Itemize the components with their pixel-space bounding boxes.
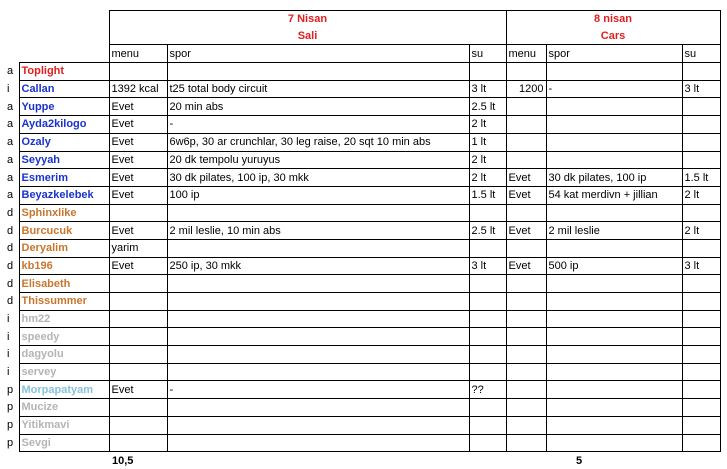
participant-name: Deryalim — [19, 239, 109, 257]
participant-name: Thissummer — [19, 293, 109, 311]
day1-spor — [167, 399, 469, 417]
day2-spor — [546, 98, 682, 116]
participant-name: Ozaly — [19, 133, 109, 151]
day2-su — [682, 416, 720, 434]
day1-su — [469, 204, 506, 222]
day2-su — [682, 346, 720, 364]
header-date-row — [4, 11, 720, 28]
day1-su — [469, 328, 506, 346]
day1-spor — [167, 310, 469, 328]
day2-menu — [506, 328, 546, 346]
day2-su — [682, 310, 720, 328]
day2-spor — [546, 204, 682, 222]
participant-name: servey — [19, 363, 109, 381]
table-row — [4, 293, 720, 311]
day2-su — [682, 275, 720, 293]
col-su-2: su — [682, 45, 720, 63]
day1-spor: 6w6p, 30 ar crunchlar, 30 leg raise, 20 sqt 10 min abs — [167, 133, 469, 151]
day1-su: 1.5 lt — [469, 186, 506, 204]
day1-menu: Evet — [109, 133, 167, 151]
participant-name: Toplight — [19, 63, 109, 81]
day1-menu — [109, 363, 167, 381]
table-row — [4, 222, 720, 240]
day2-su — [682, 293, 720, 311]
day2-menu — [506, 239, 546, 257]
day2-spor — [546, 239, 682, 257]
day1-su — [469, 346, 506, 364]
day1-spor: 20 dk tempolu yuruyus — [167, 151, 469, 169]
header-weekday-row — [4, 28, 720, 45]
table-row — [4, 133, 720, 151]
day2-su — [682, 204, 720, 222]
table-row — [4, 434, 720, 452]
table-row — [4, 116, 720, 134]
day1-spor — [167, 275, 469, 293]
participant-name: dagyolu — [19, 346, 109, 364]
participant-name: hm22 — [19, 310, 109, 328]
day1-spor: 250 ip, 30 mkk — [167, 257, 469, 275]
day2-menu — [506, 310, 546, 328]
table-row — [4, 381, 720, 399]
day2-su: 3 lt — [682, 257, 720, 275]
day1-su: 2.5 lt — [469, 98, 506, 116]
day2-date: 8 nisan — [506, 11, 720, 28]
day2-su: 2 lt — [682, 222, 720, 240]
table-row — [4, 346, 720, 364]
participant-name: Beyazkelebek — [19, 186, 109, 204]
table-row — [4, 416, 720, 434]
day1-su: 2 lt — [469, 116, 506, 134]
day1-spor: 2 mil leslie, 10 min abs — [167, 222, 469, 240]
day2-su: 1.5 lt — [682, 169, 720, 187]
col-menu-2: menu — [506, 45, 546, 63]
row-type: i — [7, 366, 10, 379]
table-row — [4, 204, 720, 222]
day2-spor — [546, 116, 682, 134]
col-menu-1: menu — [109, 45, 167, 63]
day1-menu: Evet — [109, 169, 167, 187]
tracking-table — [4, 10, 721, 469]
day1-menu: 1392 kcal — [109, 80, 167, 98]
day2-spor: - — [546, 80, 682, 98]
day2-spor — [546, 416, 682, 434]
table-row — [4, 186, 720, 204]
participant-name: Ayda2kilogo — [19, 116, 109, 134]
day1-spor — [167, 434, 469, 452]
row-type: d — [7, 295, 14, 308]
day2-su: 3 lt — [682, 80, 720, 98]
day2-su — [682, 434, 720, 452]
table-row — [4, 275, 720, 293]
day2-su — [682, 399, 720, 417]
day2-su — [682, 116, 720, 134]
table-row — [4, 310, 720, 328]
day1-spor: 30 dk pilates, 100 ip, 30 mkk — [167, 169, 469, 187]
day2-menu — [506, 98, 546, 116]
total-day1: 10,5 — [112, 454, 134, 467]
row-type: i — [7, 348, 10, 361]
day2-menu — [506, 133, 546, 151]
day2-su — [682, 363, 720, 381]
day1-menu — [109, 293, 167, 311]
day1-menu: Evet — [109, 98, 167, 116]
day1-menu — [109, 310, 167, 328]
row-type: i — [7, 313, 10, 326]
day2-spor: 500 ip — [546, 257, 682, 275]
day2-su — [682, 239, 720, 257]
row-type: p — [7, 383, 14, 396]
day2-menu — [506, 346, 546, 364]
day1-su — [469, 275, 506, 293]
row-type: a — [7, 189, 14, 202]
participant-name: Yitikmavi — [19, 416, 109, 434]
day1-menu: Evet — [109, 116, 167, 134]
day2-menu — [506, 151, 546, 169]
participant-name: Mucize — [19, 399, 109, 417]
row-type: p — [7, 436, 14, 449]
day2-menu — [506, 416, 546, 434]
day1-menu — [109, 346, 167, 364]
day1-date: 7 Nisan — [109, 11, 506, 28]
row-type: d — [7, 259, 14, 272]
day2-menu — [506, 399, 546, 417]
day2-menu: Evet — [506, 169, 546, 187]
participant-name: Sphinxlike — [19, 204, 109, 222]
table-row — [4, 239, 720, 257]
row-type: d — [7, 206, 14, 219]
day2-menu: Evet — [506, 257, 546, 275]
day1-menu: Evet — [109, 222, 167, 240]
day1-menu — [109, 434, 167, 452]
day1-spor — [167, 416, 469, 434]
table-row — [4, 257, 720, 275]
day2-su: 2 lt — [682, 186, 720, 204]
day2-menu: Evet — [506, 186, 546, 204]
header-columns-row — [4, 45, 720, 63]
day1-su: 2 lt — [469, 169, 506, 187]
day1-su — [469, 363, 506, 381]
day2-menu — [506, 204, 546, 222]
day2-spor — [546, 381, 682, 399]
row-type: a — [7, 100, 14, 113]
participant-name: Esmerim — [19, 169, 109, 187]
participant-name: Yuppe — [19, 98, 109, 116]
day1-menu — [109, 328, 167, 346]
day1-su: 1 lt — [469, 133, 506, 151]
day2-menu — [506, 116, 546, 134]
day2-menu — [506, 434, 546, 452]
day1-su — [469, 434, 506, 452]
row-type: p — [7, 401, 14, 414]
day1-spor — [167, 346, 469, 364]
col-spor-2: spor — [546, 45, 682, 63]
day2-spor — [546, 310, 682, 328]
day1-spor — [167, 293, 469, 311]
day1-menu: Evet — [109, 257, 167, 275]
day2-menu — [506, 275, 546, 293]
day2-spor — [546, 434, 682, 452]
day2-spor — [546, 275, 682, 293]
day2-su — [682, 328, 720, 346]
day1-menu — [109, 399, 167, 417]
day1-menu: Evet — [109, 151, 167, 169]
day1-spor: t25 total body circuit — [167, 80, 469, 98]
day2-spor — [546, 363, 682, 381]
day2-spor — [546, 346, 682, 364]
day1-weekday: Sali — [109, 28, 506, 45]
day1-spor: 100 ip — [167, 186, 469, 204]
total-day2: 5 — [576, 454, 583, 467]
day2-weekday: Cars — [506, 28, 720, 45]
day2-spor — [546, 133, 682, 151]
participant-name: Sevgi — [19, 434, 109, 452]
day1-menu — [109, 204, 167, 222]
table-row — [4, 399, 720, 417]
day1-spor: 20 min abs — [167, 98, 469, 116]
participant-name: speedy — [19, 328, 109, 346]
day2-menu — [506, 63, 546, 81]
col-su-1: su — [469, 45, 506, 63]
day1-menu: Evet — [109, 186, 167, 204]
day1-menu — [109, 416, 167, 434]
day1-menu: Evet — [109, 381, 167, 399]
row-type: p — [7, 419, 14, 432]
day1-su — [469, 310, 506, 328]
day1-su: ?? — [469, 381, 506, 399]
table-row — [4, 98, 720, 116]
table-row — [4, 363, 720, 381]
row-type: a — [7, 118, 14, 131]
table-row — [4, 151, 720, 169]
table-row — [4, 63, 720, 81]
day2-menu: Evet — [506, 222, 546, 240]
table-row — [4, 80, 720, 98]
day2-spor — [546, 63, 682, 81]
participant-name: Morpapatyam — [19, 381, 109, 399]
participant-name: Seyyah — [19, 151, 109, 169]
day1-su — [469, 63, 506, 81]
day2-su — [682, 381, 720, 399]
day2-menu — [506, 363, 546, 381]
day1-spor — [167, 63, 469, 81]
table-row — [4, 169, 720, 187]
day1-su: 3 lt — [469, 80, 506, 98]
row-type: a — [7, 171, 14, 184]
day1-su — [469, 416, 506, 434]
row-type: a — [7, 153, 14, 166]
day1-spor — [167, 328, 469, 346]
day2-spor: 30 dk pilates, 100 ip — [546, 169, 682, 187]
day2-su — [682, 151, 720, 169]
day1-su — [469, 293, 506, 311]
day2-spor — [546, 399, 682, 417]
day2-menu — [506, 381, 546, 399]
row-type: i — [7, 330, 10, 343]
day2-su — [682, 133, 720, 151]
day1-spor — [167, 239, 469, 257]
day1-su: 3 lt — [469, 257, 506, 275]
day2-spor — [546, 328, 682, 346]
day2-menu: 1200 — [506, 80, 546, 98]
day1-su: 2 lt — [469, 151, 506, 169]
row-type: d — [7, 224, 14, 237]
day1-su — [469, 399, 506, 417]
row-type: i — [7, 83, 10, 96]
day2-su — [682, 63, 720, 81]
day1-spor — [167, 204, 469, 222]
participant-name: kb196 — [19, 257, 109, 275]
participant-name: Elisabeth — [19, 275, 109, 293]
col-spor-1: spor — [167, 45, 469, 63]
row-type: d — [7, 242, 14, 255]
participant-name: Callan — [19, 80, 109, 98]
table-row — [4, 328, 720, 346]
day2-spor — [546, 293, 682, 311]
day1-menu — [109, 63, 167, 81]
day1-spor — [167, 363, 469, 381]
day2-spor: 2 mil leslie — [546, 222, 682, 240]
row-type: a — [7, 65, 14, 78]
day1-su: 2.5 lt — [469, 222, 506, 240]
participant-name: Burcucuk — [19, 222, 109, 240]
day1-spor: - — [167, 116, 469, 134]
day2-su — [682, 98, 720, 116]
row-type: d — [7, 277, 14, 290]
day2-menu — [506, 293, 546, 311]
day1-su — [469, 239, 506, 257]
day2-spor — [546, 151, 682, 169]
totals-row — [4, 452, 720, 469]
day1-menu — [109, 275, 167, 293]
day1-spor: - — [167, 381, 469, 399]
day1-menu: yarim — [109, 239, 167, 257]
row-type: a — [7, 136, 14, 149]
day2-spor: 54 kat merdivn + jillian — [546, 186, 682, 204]
